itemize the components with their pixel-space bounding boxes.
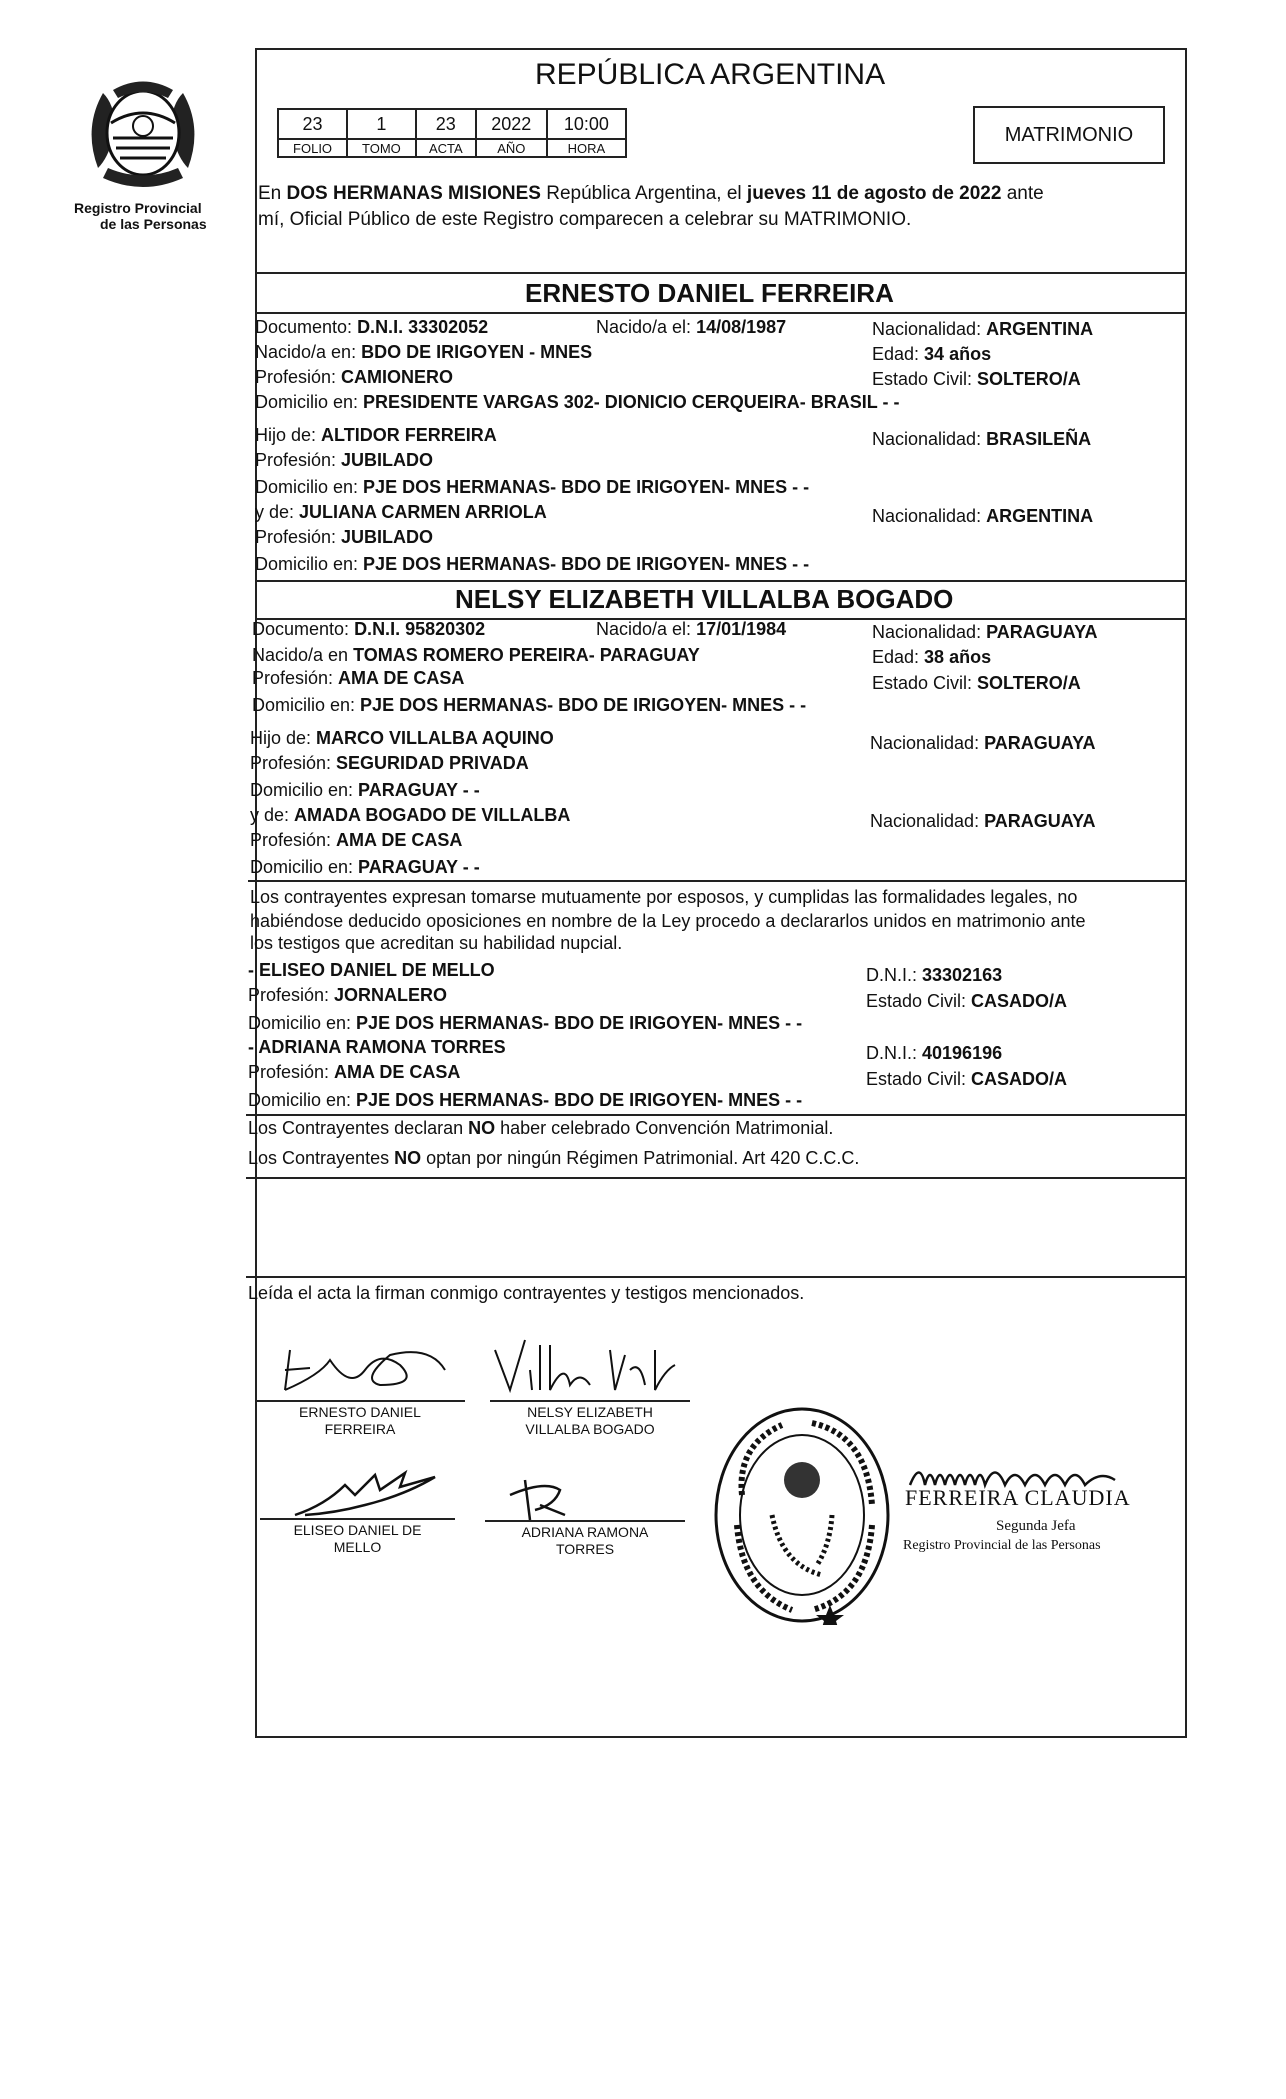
groom-father	[255, 424, 497, 446]
sig-line-2: VILLALBA BOGADO	[525, 1421, 655, 1437]
intro-text-3: ante	[1001, 183, 1044, 204]
misiones-coat-of-arms-icon	[78, 68, 208, 198]
label: Estado Civil:	[866, 991, 972, 1011]
bride-civil-value: SOLTERO/A	[977, 673, 1081, 693]
note-1	[248, 1117, 833, 1139]
groom-doc	[255, 316, 488, 338]
label: Profesión:	[255, 367, 342, 387]
witness-2-dni	[866, 1042, 1002, 1064]
sig-line-1: ERNESTO DANIEL	[299, 1404, 421, 1420]
divider	[255, 272, 1187, 274]
signature-witness-1	[285, 1465, 455, 1525]
logo-caption-2: de las Personas	[100, 216, 207, 232]
folio-value: 23	[278, 109, 347, 139]
bride-mother-dom-value: PARAGUAY - -	[358, 857, 480, 877]
witness-1-dom	[248, 1012, 802, 1034]
groom-prof-value: CAMIONERO	[341, 367, 454, 387]
label: Nacido/a en	[252, 645, 354, 665]
label: Documento:	[252, 619, 355, 639]
signature-witness-2-name	[485, 1524, 685, 1558]
seal-icon	[712, 1405, 892, 1625]
bride-father-prof	[250, 752, 529, 774]
bride-doc-value: D.N.I. 95820302	[354, 619, 486, 639]
label: Domicilio en:	[248, 1090, 357, 1110]
tomo-label: TOMO	[347, 139, 416, 157]
sig-line-2: TORRES	[555, 1541, 615, 1557]
label: Domicilio en:	[252, 695, 361, 715]
declaration-line-2: habiéndose deducido oposiciones en nombre de la Ley procedo a declararlos unidos en matrimonio ante	[250, 911, 1086, 931]
folio-label: FOLIO	[278, 139, 347, 157]
label: Profesión:	[255, 450, 342, 470]
official-title: Segunda Jefa	[996, 1518, 1076, 1534]
intro-date: jueves 11 de agosto de 2022	[746, 183, 1002, 204]
divider	[246, 1177, 1187, 1179]
closing-text: Leída el acta la firman conmigo contrayentes y testigos mencionados.	[248, 1283, 805, 1303]
bride-mother-nat-value: PARAGUAYA	[984, 811, 1096, 831]
groom-father-prof-value: JUBILADO	[341, 450, 434, 470]
groom-dom-value: PRESIDENTE VARGAS 302- DIONICIO CERQUEIRA- BRASIL - -	[363, 392, 900, 412]
logo-caption-1: Registro Provincial	[74, 200, 202, 216]
record-fields-table	[277, 108, 627, 158]
label: optan por ningún Régimen Patrimonial. Art 420 C.C.C.	[421, 1148, 860, 1168]
page-title: REPÚBLICA ARGENTINA	[535, 58, 886, 91]
acta-label: ACTA	[416, 139, 476, 157]
witness-2-dom-value: PJE DOS HERMANAS- BDO DE IRIGOYEN- MNES - -	[356, 1090, 803, 1110]
bride-father-nat	[870, 732, 1095, 754]
bride-civil	[872, 672, 1081, 694]
sig-line-1: ELISEO DANIEL DE	[293, 1522, 422, 1538]
doc-type: MATRIMONIO	[1004, 123, 1134, 146]
label: D.N.I.:	[866, 1043, 923, 1063]
signature-line	[485, 1520, 685, 1522]
bride-dom-value: PJE DOS HERMANAS- BDO DE IRIGOYEN- MNES - -	[360, 695, 807, 715]
signature-line	[490, 1400, 690, 1402]
bride-father-dom	[250, 779, 480, 801]
acta-value: 23	[416, 109, 476, 139]
hour-value: 10:00	[547, 109, 626, 139]
label: Nacionalidad:	[872, 622, 987, 642]
bride-mother	[250, 804, 570, 826]
label: Profesión:	[252, 668, 339, 688]
bride-mother-prof	[250, 829, 462, 851]
sig-line-1: ADRIANA RAMONA	[521, 1524, 649, 1540]
bride-age-value: 38 años	[924, 647, 992, 667]
official-office: Registro Provincial de las Personas	[903, 1538, 1101, 1553]
label: Estado Civil:	[872, 369, 978, 389]
label: Nacido/a el:	[596, 317, 697, 337]
bride-mother-prof-value: AMA DE CASA	[336, 830, 463, 850]
bride-prof	[252, 667, 464, 689]
groom-nat	[872, 318, 1093, 340]
bride-prof-value: AMA DE CASA	[338, 668, 465, 688]
groom-mother-value: JULIANA CARMEN ARRIOLA	[299, 502, 547, 522]
bride-father-value: MARCO VILLALBA AQUINO	[316, 728, 554, 748]
signature-line	[255, 1400, 465, 1402]
groom-nat-value: ARGENTINA	[986, 319, 1094, 339]
label: Profesión:	[250, 753, 337, 773]
signature-line	[260, 1518, 455, 1520]
label: Estado Civil:	[872, 673, 978, 693]
bride-mother-nat	[870, 810, 1095, 832]
bride-name: NELSY ELIZABETH VILLALBA BOGADO	[455, 584, 954, 614]
bride-mother-value: AMADA BOGADO DE VILLALBA	[294, 805, 571, 825]
witness-1-prof-value: JORNALERO	[334, 985, 448, 1005]
groom-mother-dom-value: PJE DOS HERMANAS- BDO DE IRIGOYEN- MNES - -	[363, 554, 810, 574]
groom-mother-dom	[255, 553, 809, 575]
bride-father-prof-value: SEGURIDAD PRIVADA	[336, 753, 529, 773]
sig-line-2: MELLO	[333, 1539, 382, 1555]
bride-doc	[252, 618, 485, 640]
label: Domicilio en:	[250, 857, 359, 877]
divider	[246, 1276, 1187, 1278]
label: Nacionalidad:	[872, 429, 987, 449]
official-seal	[712, 1405, 892, 1625]
witness-1-prof	[248, 984, 447, 1006]
divider	[255, 312, 1187, 314]
note-2	[248, 1147, 859, 1169]
bride-father-nat-value: PARAGUAYA	[984, 733, 1096, 753]
groom-father-value: ALTIDOR FERREIRA	[321, 425, 497, 445]
intro-line-1	[258, 183, 1044, 205]
label: Profesión:	[248, 985, 335, 1005]
groom-dom	[255, 391, 899, 413]
groom-father-prof	[255, 449, 433, 471]
label: D.N.I.:	[866, 965, 923, 985]
bride-birth	[596, 618, 786, 640]
label: Nacionalidad:	[872, 506, 987, 526]
witness-2-prof	[248, 1061, 460, 1083]
label: Nacionalidad:	[872, 319, 987, 339]
label: y de:	[250, 805, 295, 825]
groom-mother-prof	[255, 526, 433, 548]
groom-birth	[596, 316, 786, 338]
doc-type-box	[973, 106, 1165, 164]
intro-line-2: mí, Oficial Público de este Registro comparecen a celebrar su MATRIMONIO.	[258, 209, 912, 230]
official-name: FERREIRA CLAUDIA	[905, 1485, 1131, 1510]
divider	[246, 1114, 1187, 1116]
label: Nacionalidad:	[870, 733, 985, 753]
witness-1-dom-value: PJE DOS HERMANAS- BDO DE IRIGOYEN- MNES - -	[356, 1013, 803, 1033]
witness-1-civil	[866, 990, 1067, 1012]
groom-father-dom	[255, 476, 809, 498]
divider	[255, 580, 1187, 582]
divider	[248, 880, 1187, 882]
sig-line-2: FERREIRA	[324, 1421, 396, 1437]
signature-bride-name	[490, 1404, 690, 1438]
label: Hijo de:	[250, 728, 317, 748]
declaration-line-3: los testigos que acreditan su habilidad nupcial.	[250, 933, 623, 953]
groom-civil-value: SOLTERO/A	[977, 369, 1081, 389]
signature-witness-2	[505, 1475, 595, 1525]
label: Profesión:	[255, 527, 342, 547]
witness-2-civil-value: CASADO/A	[971, 1069, 1068, 1089]
bride-nat	[872, 621, 1097, 643]
year-label: AÑO	[476, 139, 547, 157]
groom-mother-nat-value: ARGENTINA	[986, 506, 1094, 526]
label: Edad:	[872, 647, 925, 667]
witness-2-prof-value: AMA DE CASA	[334, 1062, 461, 1082]
signature-bride	[490, 1330, 680, 1405]
sig-line-1: NELSY ELIZABETH	[527, 1404, 653, 1420]
label: Profesión:	[248, 1062, 335, 1082]
signature-witness-1-name	[260, 1522, 455, 1556]
witness-1-name: - ELISEO DANIEL DE MELLO	[248, 960, 495, 980]
witness-2-dni-value: 40196196	[922, 1043, 1003, 1063]
note-2-emph: NO	[394, 1148, 422, 1168]
label: Estado Civil:	[866, 1069, 972, 1089]
bride-dom	[252, 694, 806, 716]
note-1-emph: NO	[468, 1118, 496, 1138]
groom-mother	[255, 501, 547, 523]
groom-mother-prof-value: JUBILADO	[341, 527, 434, 547]
label: Domicilio en:	[255, 554, 364, 574]
bride-born-in	[252, 644, 700, 666]
label: Profesión:	[250, 830, 337, 850]
groom-father-dom-value: PJE DOS HERMANAS- BDO DE IRIGOYEN- MNES - -	[363, 477, 810, 497]
groom-civil	[872, 368, 1081, 390]
witness-1-dni	[866, 964, 1002, 986]
intro-place: DOS HERMANAS MISIONES	[286, 183, 541, 204]
groom-name: ERNESTO DANIEL FERREIRA	[525, 278, 894, 308]
bride-nat-value: PARAGUAYA	[986, 622, 1098, 642]
bride-father-dom-value: PARAGUAY - -	[358, 780, 480, 800]
label: Nacido/a en:	[255, 342, 362, 362]
intro-text-2: República Argentina, el	[540, 183, 747, 204]
year-value: 2022	[476, 109, 547, 139]
label: y de:	[255, 502, 300, 522]
label: Domicilio en:	[255, 392, 364, 412]
tomo-value: 1	[347, 109, 416, 139]
witness-1-civil-value: CASADO/A	[971, 991, 1068, 1011]
groom-prof	[255, 366, 453, 388]
label: Nacionalidad:	[870, 811, 985, 831]
label: Los Contrayentes	[248, 1148, 395, 1168]
label: Domicilio en:	[250, 780, 359, 800]
label: Nacido/a el:	[596, 619, 697, 639]
bride-mother-dom	[250, 856, 480, 878]
label: Edad:	[872, 344, 925, 364]
groom-birth-value: 14/08/1987	[696, 317, 787, 337]
intro-text-1: En	[258, 183, 287, 204]
label: Documento:	[255, 317, 358, 337]
groom-father-nat-value: BRASILEÑA	[986, 429, 1092, 449]
signature-groom-name	[255, 1404, 465, 1438]
witness-1-dni-value: 33302163	[922, 965, 1003, 985]
signature-groom	[270, 1330, 460, 1405]
groom-mother-nat	[872, 505, 1093, 527]
bride-born-in-value: TOMAS ROMERO PEREIRA- PARAGUAY	[353, 645, 700, 665]
bride-age	[872, 646, 991, 668]
label: Domicilio en:	[255, 477, 364, 497]
witness-2-dom	[248, 1089, 802, 1111]
groom-born-in	[255, 341, 592, 363]
groom-born-in-value: BDO DE IRIGOYEN - MNES	[361, 342, 593, 362]
declaration-line-1: Los contrayentes expresan tomarse mutuamente por esposos, y cumplidas las formalidades legales, no	[250, 887, 1078, 907]
groom-age	[872, 343, 991, 365]
label: Los Contrayentes declaran	[248, 1118, 469, 1138]
groom-father-nat	[872, 428, 1091, 450]
label: haber celebrado Convención Matrimonial.	[495, 1118, 834, 1138]
label: Hijo de:	[255, 425, 322, 445]
province-logo	[78, 68, 208, 198]
witness-2-civil	[866, 1068, 1067, 1090]
groom-age-value: 34 años	[924, 344, 992, 364]
bride-father	[250, 727, 554, 749]
label: Domicilio en:	[248, 1013, 357, 1033]
groom-doc-value: D.N.I. 33302052	[357, 317, 489, 337]
hour-label: HORA	[547, 139, 626, 157]
bride-birth-value: 17/01/1984	[696, 619, 787, 639]
witness-2-name: - ADRIANA RAMONA TORRES	[248, 1037, 506, 1057]
